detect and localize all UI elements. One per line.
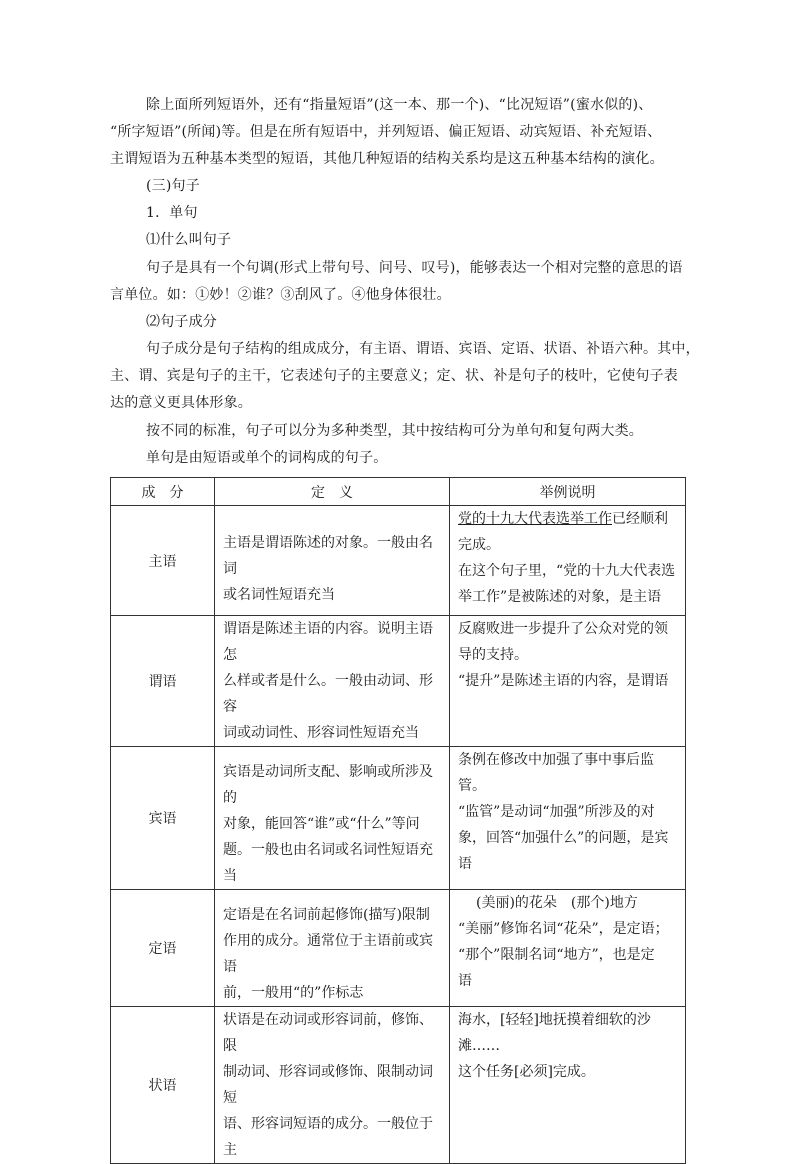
table-header-row (111, 478, 686, 506)
paragraph-line: 句子成分是句子结构的组成成分，有主语、谓语、宾语、定语、状语、补语六种。其中， (146, 341, 700, 357)
table-header: 成 分 (111, 478, 215, 506)
paragraph-line: 除上面所列短语外，还有“指量短语”(这一本、那一个)、“比况短语”(蜜水似的)、 (146, 97, 653, 113)
table-row (111, 1007, 686, 1164)
table-row (111, 747, 686, 890)
component-term: 状语 (111, 1007, 215, 1164)
paragraph-line: 达的意义更具体形象。 (110, 395, 252, 411)
paragraph-line: 言单位。如：①妙！②谁？③刮风了。④他身体很壮。 (110, 287, 451, 303)
table-row (111, 616, 686, 747)
component-definition: 谓语是陈述主语的内容。说明主语怎 么样或者是什么。一般由动词、形容 词或动词性、形容词性短语充当 (215, 616, 450, 747)
component-example: 党的十九大代表选举工作已经顺利 完成。 在这个句子里，“党的十九大代表选 举工作”是被陈述的对象，是主语 (450, 506, 686, 616)
component-term: 谓语 (111, 616, 215, 747)
component-definition: 主语是谓语陈述的对象。一般由名词 或名词性短语充当 (215, 506, 450, 616)
section-heading: (三)句子 (146, 178, 200, 194)
component-definition: 定语是在名词前起修饰(描写)限制 作用的成分。通常位于主语前或宾语 前，一般用“的”作标志 (215, 890, 450, 1007)
sentence-components-table (110, 477, 686, 1164)
paragraph-line: “所字短语”(所闻)等。但是在所有短语中，并列短语、偏正短语、动宾短语、补充短语、 (110, 124, 662, 140)
underlined-subject: 党的十九大代表选举工作 (458, 511, 612, 527)
component-definition: 宾语是动词所支配、影响或所涉及的 对象，能回答“谁”或“什么”等问 题。一般也由名词或名词性短语充当 (215, 747, 450, 890)
subsection-heading: ⑵句子成分 (146, 314, 217, 330)
subsection-heading: ⑴什么叫句子 (146, 232, 232, 248)
component-term: 宾语 (111, 747, 215, 890)
component-term: 定语 (111, 890, 215, 1007)
paragraph-line: 按不同的标准，句子可以分为多种类型，其中按结构可分为单句和复句两大类。 (146, 423, 643, 439)
table-row (111, 890, 686, 1007)
component-definition: 状语是在动词或形容词前，修饰、限 制动词、形容词或修饰、限制动词短 语、形容词短语的成分。一般位于主 (215, 1007, 450, 1164)
component-example: (美丽)的花朵 (那个)地方 “美丽”修饰名词“花朵”，是定语； “那个”限制名词“地方”，也是定 语 (450, 890, 686, 1007)
table-header: 定 义 (215, 478, 450, 506)
component-example: 反腐败进一步提升了公众对党的领 导的支持。 “提升”是陈述主语的内容，是谓语 (450, 616, 686, 747)
component-term: 主语 (111, 506, 215, 616)
paragraph-line: 句子是具有一个句调(形式上带句号、问号、叹号)，能够表达一个相对完整的意思的语 (146, 260, 683, 276)
table-header: 举例说明 (450, 478, 686, 506)
paragraph-line: 主谓短语为五种基本类型的短语，其他几种短语的结构关系均是这五种基本结构的演化。 (110, 151, 664, 167)
subsection-heading: 1．单句 (146, 205, 198, 221)
component-example: 海水，[轻轻]地抚摸着细软的沙 滩…… 这个任务[必须]完成。 (450, 1007, 686, 1164)
component-example: 条例在修改中加强了事中事后监管。 “监管”是动词“加强”所涉及的对 象，回答“加强什么”的问题，是宾 语 (450, 747, 686, 890)
paragraph-line: 单句是由短语或单个的词构成的句子。 (146, 450, 388, 466)
paragraph-line: 主、谓、宾是句子的主干，它表述句子的主要意义；定、状、补是句子的枝叶，它使句子表 (110, 368, 678, 384)
table-row (111, 506, 686, 616)
